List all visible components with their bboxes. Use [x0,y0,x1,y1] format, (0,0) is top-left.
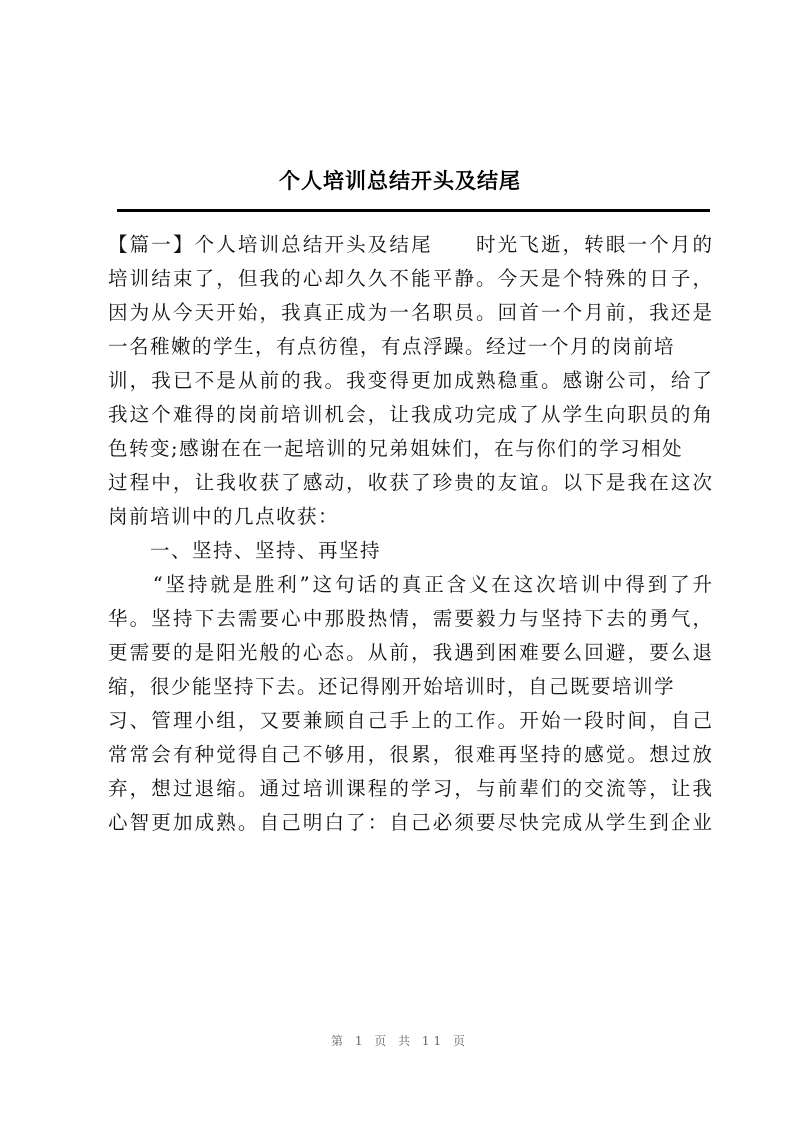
body-line: 因为从今天开始，我真正成为一名职员。回首一个月前，我还是 [108,301,712,324]
body-line: 常常会有种觉得自己不够用，很累，很难再坚持的感觉。想过放 [108,743,712,766]
body-line: 色转变;感谢在在一起培训的兄弟姐妹们，在与你们的学习相处 [108,437,684,460]
page-number-footer: 第 1 页 共 11 页 [331,1034,469,1048]
body-line: 习、管理小组，又要兼顾自己手上的工作。开始一段时间，自己 [108,709,712,732]
body-line: 心智更加成熟。自己明白了：自己必须要尽快完成从学生到企业 [108,811,712,834]
document-title: 个人培训总结开头及结尾 [279,169,521,193]
body-line: “坚持就是胜利”这句话的真正含义在这次培训中得到了升 [108,573,712,596]
body-line: 缩，很少能坚持下去。还记得刚开始培训时，自己既要培训学 [108,675,676,698]
body-line: 弃，想过退缩。通过培训课程的学习，与前辈们的交流等，让我 [108,777,712,800]
body-line: 一名稚嫩的学生，有点彷徨，有点浮躁。经过一个月的岗前培 [108,335,676,358]
document-body [108,228,712,840]
body-line: 华。坚持下去需要心中那股热情，需要毅力与坚持下去的勇气， [108,607,712,630]
body-line: 岗前培训中的几点收获： [108,505,340,528]
body-line: 我这个难得的岗前培训机会，让我成功完成了从学生向职员的角 [108,403,712,426]
body-line: 更需要的是阳光般的心态。从前，我遇到困难要么回避，要么退 [108,641,712,664]
body-line: 【篇一】个人培训总结开头及结尾 时光飞逝，转眼一个月的 [108,233,712,256]
title-underline [117,209,710,212]
body-line: 过程中，让我收获了感动，收获了珍贵的友谊。以下是我在这次 [108,471,712,494]
section-heading: 一、坚持、坚持、再坚持 [108,539,382,562]
body-line: 训，我已不是从前的我。我变得更加成熟稳重。感谢公司，给了 [108,369,712,392]
body-line: 培训结束了，但我的心却久久不能平静。今天是个特殊的日子， [108,267,712,290]
